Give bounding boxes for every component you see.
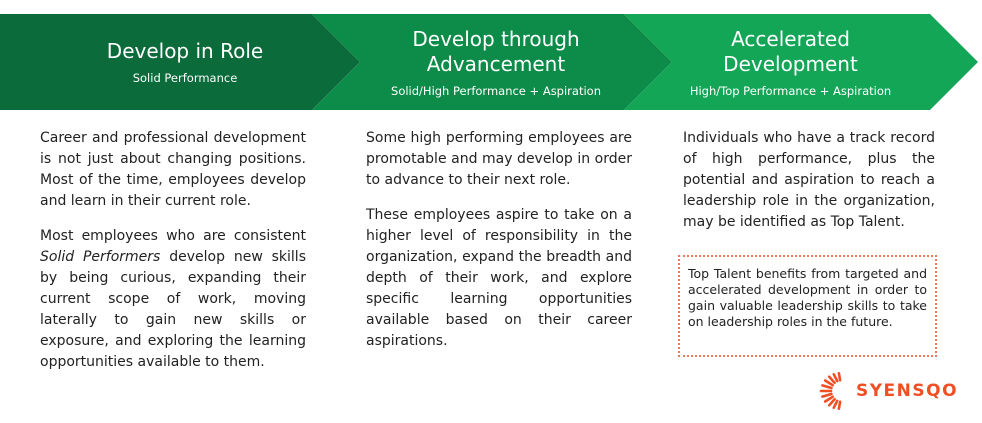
top-talent-note bbox=[678, 255, 937, 357]
stage-3-title: Accelerated Development bbox=[723, 26, 858, 76]
stage-3-description bbox=[683, 128, 935, 247]
stage-3-paragraph-1-text: Individuals who have a track record of high performance, plus the potential and aspiration to reach a leadership role in the organization, may be identified as Top Talent. bbox=[683, 130, 935, 230]
stage-1-paragraph-2-text-a: Most employees who are consistent bbox=[40, 228, 306, 244]
stage-2-paragraph-1 bbox=[366, 128, 632, 191]
stage-1-paragraph-2-text-b: develop new skills by being curious, expanding their current scope of work, moving laterally to gain new skills or exposure, and exploring the learning opportunities available to them. bbox=[40, 249, 306, 370]
logo-ray bbox=[839, 402, 840, 409]
syensqo-logo bbox=[812, 368, 958, 414]
stage-1-title: Develop in Role bbox=[106, 39, 264, 63]
syensqo-logo-icon bbox=[812, 368, 852, 414]
stage-2-subtitle: Solid/High Performance + Aspiration bbox=[391, 83, 601, 98]
stage-1-header bbox=[20, 14, 350, 110]
logo-ray bbox=[829, 377, 834, 383]
stage-3-subtitle: High/Top Performance + Aspiration bbox=[689, 83, 892, 98]
logo-ray bbox=[839, 373, 840, 380]
stage-3-header bbox=[668, 14, 913, 110]
stage-2-title: Develop through Advancement bbox=[412, 26, 580, 76]
logo-ray bbox=[822, 394, 831, 397]
stage-1-paragraph-2 bbox=[40, 226, 306, 373]
stage-2-header bbox=[356, 14, 636, 110]
stage-3-paragraph-1 bbox=[683, 128, 935, 233]
syensqo-logo-text: SYENSQO bbox=[856, 381, 959, 401]
stage-1-paragraph-1-text: Career and professional development is not just about changing positions. Most of the time, employees develop and learn in their current role. bbox=[40, 130, 306, 209]
logo-ray bbox=[829, 399, 834, 405]
logo-ray bbox=[822, 385, 831, 388]
stage-2-description bbox=[366, 128, 632, 366]
top-talent-note-text: Top Talent benefits from targeted and accelerated development in order to gain valuable leadership skills to take on leadership roles in the future. bbox=[688, 266, 927, 329]
stage-1-paragraph-2-emphasis: Solid Performers bbox=[40, 249, 161, 265]
logo-ray bbox=[834, 401, 837, 408]
stage-1-paragraph-1 bbox=[40, 128, 306, 212]
logo-ray bbox=[834, 374, 837, 381]
stage-1-description bbox=[40, 128, 306, 387]
stage-2-paragraph-1-text: Some high performing employees are promotable and may develop in order to advance to their next role. bbox=[366, 130, 632, 188]
stage-2-paragraph-2 bbox=[366, 205, 632, 352]
stage-1-subtitle: Solid Performance bbox=[132, 71, 238, 85]
stage-2-paragraph-2-text: These employees aspire to take on a higher level of responsibility in the organization, expand the breadth and depth of their work, and explore specific learning opportunities available based on their career aspirations. bbox=[366, 207, 632, 349]
